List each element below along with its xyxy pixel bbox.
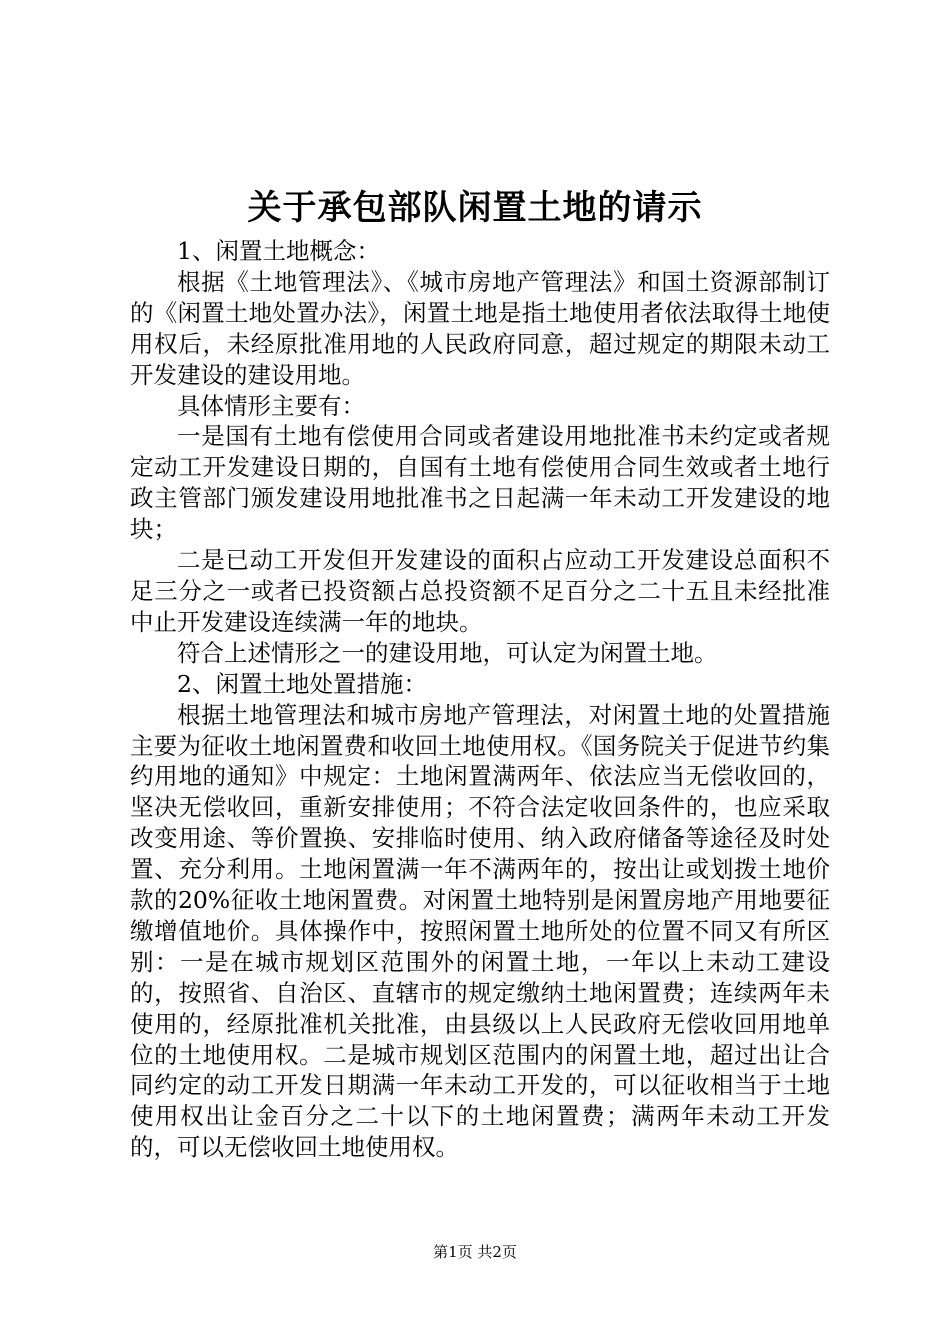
- paragraph: 根据土地管理法和城市房地产管理法，对闲置土地的处置措施主要为征收土地闲置费和收回土地使用权。《国务院关于促进节约集约用地的通知》中规定：土地闲置满两年、依法应当无偿收回的，坚决无偿收回，重新安排使用；不符合法定收回条件的，也应采取改变用途、等价置换、安排临时使用、纳入政府储备等途径及时处置、充分利用。土地闲置满一年不满两年的，按出让或划拨土地价款的20%征收土地闲置费。对闲置土地特别是闲置房地产用地要征缴增值地价。具体操作中，按照闲置土地所处的位置不同又有所区别：一是在城市规划区范围外的闲置土地，一年以上未动工建设的，按照省、自治区、直辖市的规定缴纳土地闲置费；连续两年未使用的，经原批准机关批准，由县级以上人民政府无偿收回用地单位的土地使用权。二是城市规划区范围内的闲置土地，超过出让合同约定的动工开发日期满一年未动工开发的，可以征收相当于土地使用权出让金百分之二十以下的土地闲置费；满两年未动工开发的，可以无偿收回土地使用权。: [130, 700, 830, 1162]
- section-heading: 2、闲置土地处置措施：: [177, 669, 427, 698]
- section-heading: 1、闲置土地概念：: [177, 237, 380, 265]
- page-number-footer: 第1页 共2页: [433, 1243, 517, 1261]
- document-body: [130, 236, 830, 1163]
- paragraph: 符合上述情形之一的建设用地，可认定为闲置土地。: [177, 638, 718, 667]
- document-title: 关于承包部队闲置土地的请示: [247, 188, 703, 228]
- paragraph: 一是国有土地有偿使用合同或者建设用地批准书未约定或者规定动工开发建设日期的，自国有土地有偿使用合同生效或者土地行政主管部门颁发建设用地批准书之日起满一年未动工开发建设的地块；: [130, 422, 830, 544]
- paragraph: 具体情形主要有：: [177, 391, 365, 420]
- paragraph: 二是已动工开发但开发建设的面积占应动工开发建设总面积不足三分之一或者已投资额占总投资额不足百分之二十五且未经批准中止开发建设连续满一年的地块。: [130, 546, 830, 636]
- paragraph: 根据《土地管理法》、《城市房地产管理法》和国土资源部制订的《闲置土地处置办法》，闲置土地是指土地使用者依法取得土地使用权后，未经原批准用地的人民政府同意，超过规定的期限未动工开发建设的建设用地。: [130, 267, 830, 389]
